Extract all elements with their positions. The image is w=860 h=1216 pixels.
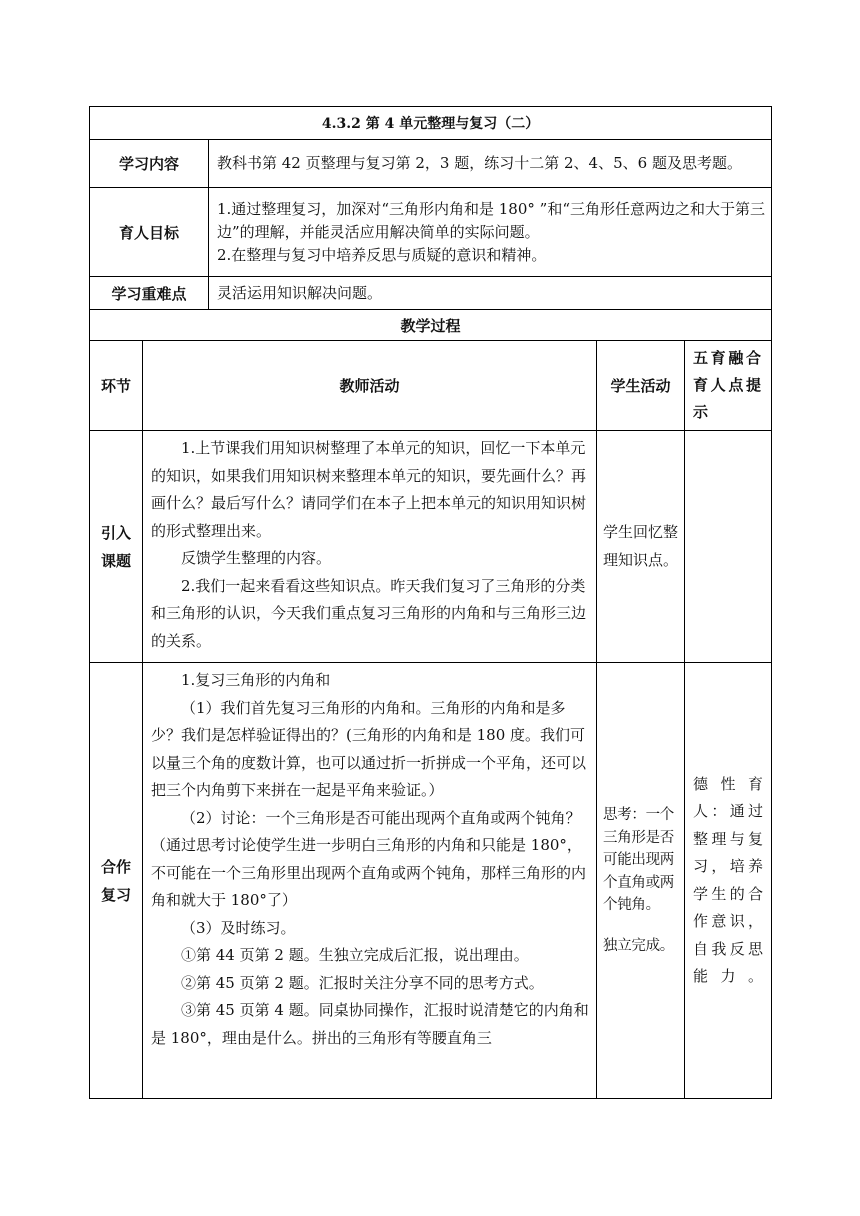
- lesson-plan-table: [89, 106, 772, 1099]
- stage-column-header: 环节: [90, 341, 143, 431]
- wuyu-hint-header: 五育融合育人点提示: [685, 341, 772, 431]
- student-activity-header: 学生活动: [597, 341, 685, 431]
- key-points-text: 灵活运用知识解决问题。: [209, 277, 772, 310]
- education-goal-label: 育人目标: [90, 188, 209, 277]
- intro-teacher-activity: [143, 431, 597, 663]
- learning-content-label: 学习内容: [90, 140, 209, 188]
- learning-content-text: 教科书第 42 页整理与复习第 2，3 题，练习十二第 2、4、5、6 题及思考题。: [209, 140, 772, 188]
- review-student-think: 思考：一个三角形是否可能出现两个直角或两个钝角。: [603, 807, 674, 913]
- review-stage-line-2: 复习: [100, 885, 131, 904]
- review-paragraph-5: ①第 44 页第 2 题。生独立完成后汇报，说出理由。: [181, 946, 529, 964]
- intro-paragraph-3: 2.我们一起来看看这些知识点。昨天我们复习了三角形的分类和三角形的认识，今天我们重点复习三角形的内角和与三角形三边的关系。: [151, 576, 587, 650]
- review-paragraph-6: ②第 45 页第 2 题。汇报时关注分享不同的思考方式。: [181, 973, 544, 992]
- intro-paragraph-1: 1.上节课我们用知识树整理了本单元的知识，回忆一下本单元的知识，如果我们用知识树来整理本单元的知识，要先画什么？再画什么？最后写什么？请同学们在本子上把本单元的知识用知识树的形式整理出来。: [151, 439, 587, 540]
- review-wuyu-hint: 德性育人：通过整理与复习，培养学生的合作意识，自我反思能力。: [685, 663, 772, 1099]
- review-paragraph-7: ③第 45 页第 4 题。同桌协同操作，汇报时说清楚它的内角和是 180°，理由是什么。拼出的三角形有等腰直角三: [151, 1001, 589, 1047]
- review-stage-cell: [90, 663, 143, 1099]
- review-student-independent: 独立完成。: [603, 937, 674, 954]
- review-paragraph-3: （2）讨论：一个三角形是否可能出现两个直角或两个钝角？（通过思考讨论使学生进一步明白三角形的内角和只能是 180°，不可能在一个三角形里出现两个直角或两个钝角，那样三角形的内角和就大于 180°了）: [151, 808, 587, 909]
- review-paragraph-4: （3）及时练习。: [181, 918, 296, 937]
- teaching-process-heading: 教学过程: [90, 310, 772, 341]
- intro-stage-cell: [90, 431, 143, 663]
- key-points-label: 学习重难点: [90, 277, 209, 310]
- review-paragraph-1: 1.复习三角形的内角和: [181, 671, 331, 689]
- review-student-activity: [597, 663, 685, 1099]
- intro-paragraph-2: 反馈学生整理的内容。: [181, 549, 332, 567]
- lesson-title: 4.3.2 第 4 单元整理与复习（二）: [90, 107, 772, 140]
- review-paragraph-2: （1）我们首先复习三角形的内角和。三角形的内角和是多少？我们是怎样验证得出的？(三角形的内角和是 180 度。我们可以量三个角的度数计算，也可以通过折一折拼成一个平角，还可以把三个内角剪下来拼在一起是平角来验证。）: [151, 698, 587, 799]
- education-goal-text: [209, 188, 772, 277]
- goal-line-1: 1.通过整理复习，加深对“三角形内角和是 180° ”和“三角形任意两边之和大于第三边”的理解，并能灵活应用解决简单的实际问题。: [217, 199, 765, 241]
- intro-student-activity: 学生回忆整理知识点。: [597, 431, 685, 663]
- teacher-activity-header: 教师活动: [143, 341, 597, 431]
- review-stage-line-1: 合作: [100, 857, 131, 876]
- intro-stage-line-2: 课题: [100, 551, 131, 570]
- intro-wuyu-hint: [685, 431, 772, 663]
- intro-stage-line-1: 引入: [100, 523, 131, 542]
- goal-line-2: 2.在整理与复习中培养反思与质疑的意识和精神。: [217, 245, 547, 264]
- review-teacher-activity: [143, 663, 597, 1099]
